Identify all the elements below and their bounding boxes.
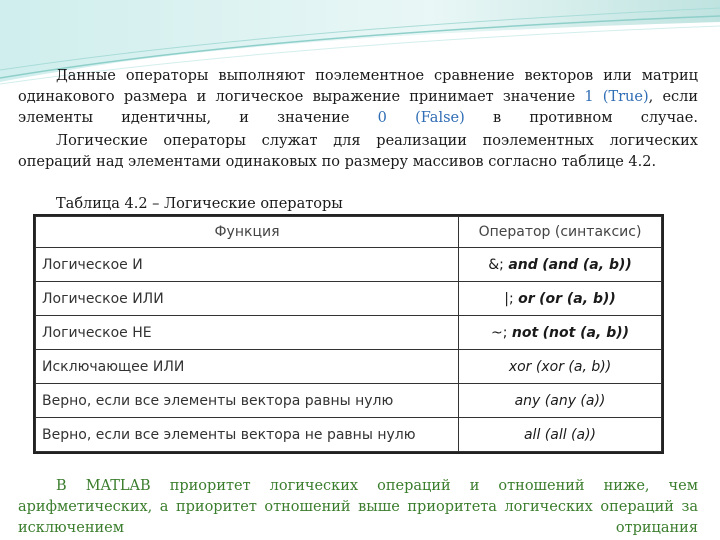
table-row	[36, 282, 662, 316]
matlab-priority-note: В MATLAB приоритет логических операций и отношений ниже, чем арифметических, а приоритет отношений выше приоритета логических операций за исключением отрицания	[18, 478, 698, 536]
true-value: 1 (True)	[584, 89, 649, 105]
operator-cell	[459, 282, 662, 316]
operator-name: all	[523, 426, 541, 443]
function-cell: Логическое И	[36, 248, 459, 282]
operator-cell	[459, 350, 662, 384]
function-cell: Исключающее ИЛИ	[36, 350, 459, 384]
intro-text-2: , если элементы идентичны, и значение	[18, 89, 699, 126]
operator-syntax: (or (a, b))	[539, 290, 616, 307]
operator-cell	[459, 316, 662, 350]
function-cell: Верно, если все элементы вектора равны нулю	[36, 384, 459, 418]
operator-symbol: ~;	[490, 324, 508, 341]
table-row	[36, 316, 662, 350]
operator-syntax: (xor (a, b))	[535, 358, 612, 375]
header-function: Функция	[36, 217, 459, 248]
operator-symbol: &;	[488, 256, 504, 273]
function-cell: Логическое ИЛИ	[36, 282, 459, 316]
operator-syntax: (any (a))	[544, 392, 606, 409]
table-row	[36, 248, 662, 282]
logic-operators-table	[33, 214, 664, 454]
table-header-row	[36, 217, 662, 248]
operator-syntax: (not (a, b))	[542, 324, 630, 341]
operator-name: and	[508, 256, 538, 273]
operator-name: any	[514, 392, 541, 409]
table-row	[36, 350, 662, 384]
operator-cell	[459, 248, 662, 282]
operator-name: or	[518, 290, 535, 307]
function-cell: Логическое НЕ	[36, 316, 459, 350]
table-row	[36, 384, 662, 418]
intro-text-3: в противном случае.	[464, 110, 699, 126]
header-operator: Оператор (синтаксис)	[459, 217, 662, 248]
function-cell: Верно, если все элементы вектора не равны нулю	[36, 418, 459, 452]
operator-symbol: |;	[504, 290, 514, 307]
table-row	[36, 418, 662, 452]
intro-text-1: Данные операторы выполняют поэлементное сравнение векторов или матриц одинакового размера и логическое выражение принимает значение	[18, 68, 698, 105]
logic-paragraph: Логические операторы служат для реализации поэлементных логических операций над элементами одинаковых по размеру массивов согласно таблице 4.2.	[18, 133, 698, 170]
operator-syntax: (and (a, b))	[542, 256, 632, 273]
operator-cell	[459, 384, 662, 418]
intro-paragraph	[18, 66, 698, 129]
table-caption: Таблица 4.2 – Логические операторы	[56, 196, 343, 212]
operator-syntax: (all (a))	[544, 426, 597, 443]
operator-name: not	[511, 324, 539, 341]
operator-name: xor	[508, 358, 532, 375]
operator-cell	[459, 418, 662, 452]
false-value: 0 (False)	[377, 110, 465, 126]
